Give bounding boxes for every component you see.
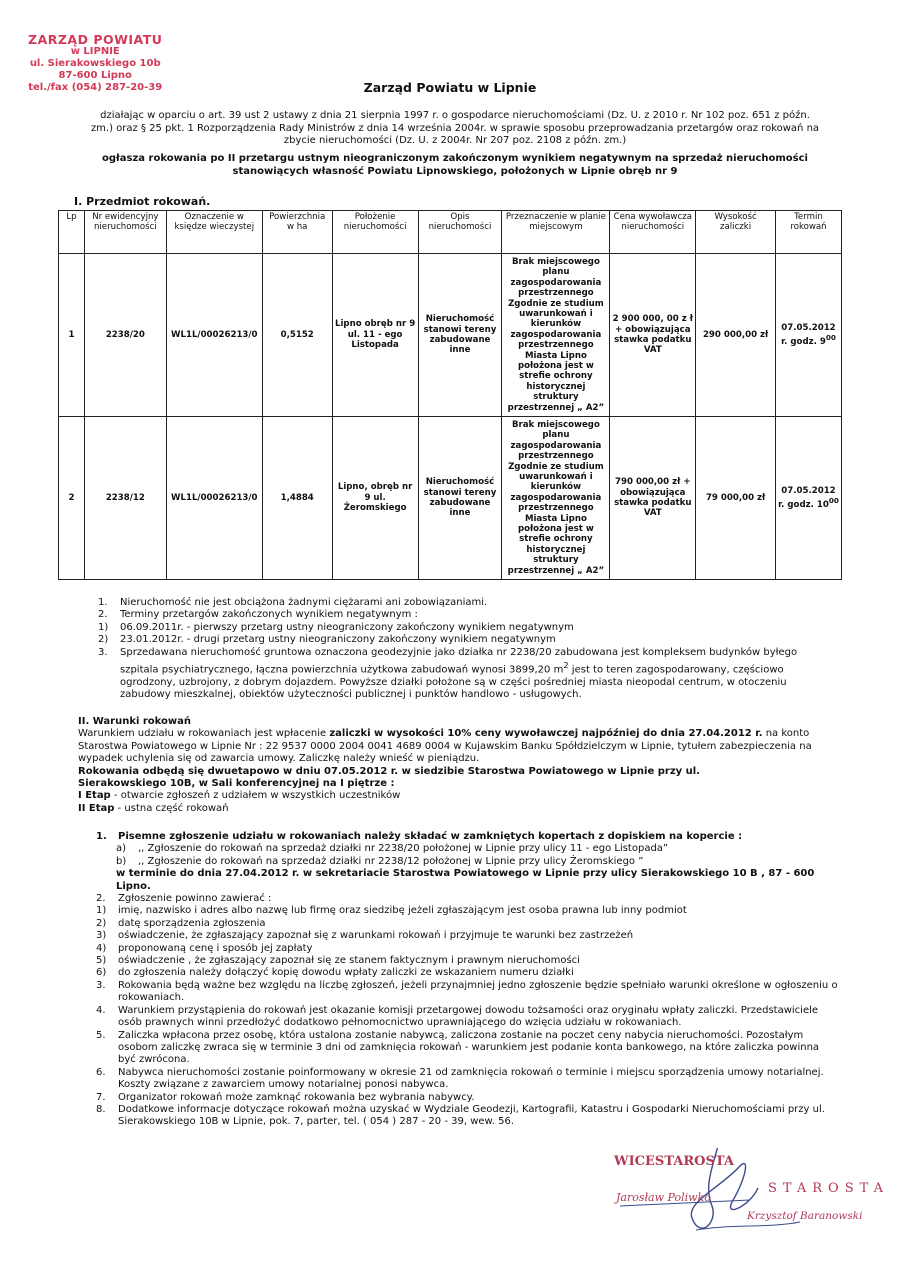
- negotiation-info: Rokowania odbędą się dwuetapowo w dniu 07.05.2012 r. w siedzibie Starostwa Powiatowego w Lipnie przy ul. Sierakowskiego 10B, w Sali konferencyjnej na I piętrze :: [78, 765, 700, 790]
- cell-deposit: 79 000,00 zł: [696, 417, 776, 580]
- list-number: 1): [96, 905, 107, 917]
- stamp-line: ul. Sierakowskiego 10b: [29, 58, 161, 69]
- list-item: [96, 1092, 838, 1104]
- note-text: Terminy przetargów zakończonych wynikiem negatywnym :: [120, 609, 418, 621]
- list-number: 6.: [96, 1066, 106, 1078]
- column-header: Położenie nieruchomości: [332, 211, 418, 254]
- note-item: [98, 634, 838, 646]
- note-text: 23.01.2012r. - drugi przetarg ustny nieograniczony zakończony wynikiem negatywnym: [120, 634, 556, 646]
- list-subitem: [96, 856, 838, 868]
- column-header: Lp: [59, 211, 85, 254]
- list-item: [96, 1030, 838, 1067]
- list-number: b): [116, 855, 127, 867]
- list-number: 4): [96, 942, 107, 954]
- list-text: oświadczenie, że zgłaszający zapoznał się z warunkami rokowań i przyjmuje te warunki bez zastrzeżeń: [118, 930, 634, 942]
- column-header: Przeznaczenie w planie miejscowym: [502, 211, 610, 254]
- signature-name-left: Jarosław Poliwko: [616, 1191, 711, 1204]
- legal-basis: działając w oparciu o art. 39 ust 2 ustawy z dnia 21 sierpnia 1997 r. o gospodarce nieruchomościami (Dz. U. z 2010 r. Nr 102 poz. 651 z późn. zm.) oraz § 25 pkt. 1 Rozporządzenia Rady Ministrów z dnia 14 września 2004r. w sprawie sposobu przeprowadzania przetargów oraz rokowań na zbycie nieruchomości (Dz. U. z 2004r. Nr 207 poz. 2108 z późn. zm.): [90, 110, 820, 146]
- cell-parcel-number: 2238/20: [84, 254, 166, 417]
- procedure-list: [96, 831, 838, 1129]
- note-number: 2): [98, 634, 109, 646]
- stamp-line: w LIPNIE: [70, 46, 120, 57]
- column-header: Nr ewidencyjny nieruchomości: [84, 211, 166, 254]
- list-text: imię, nazwisko i adres albo nazwę lub firmę oraz siedzibę jeżeli zgłaszającym jest osoba prawna lub inny podmiot: [118, 905, 687, 917]
- column-header: Cena wywoławcza nieruchomości: [610, 211, 696, 254]
- cell-price: 2 900 000, 00 z ł + obowiązująca stawka podatku VAT: [610, 254, 696, 417]
- announcement: ogłasza rokowania po II przetargu ustnym nieograniczonym zakończonym wynikiem negatywnym na sprzedaż nieruchomości stanowiących własność Powiatu Lipnowskiego, położonych w Lipnie obręb nr 9: [102, 153, 808, 177]
- cell-area: 1,4884: [262, 417, 332, 580]
- cell-date: [775, 417, 841, 580]
- list-text: do zgłoszenia należy dołączyć kopię dowodu wpłaty zaliczki ze wskazaniem numeru działki: [118, 967, 574, 979]
- list-text: proponowaną cenę i sposób jej zapłaty: [118, 942, 313, 954]
- note-text: 06.09.2011r. - pierwszy przetarg ustny nieograniczony zakończony wynikiem negatywnym: [120, 621, 574, 633]
- cell-land-register: WL1L/00026213/0: [166, 254, 262, 417]
- list-number: 2): [96, 917, 107, 929]
- notes-list: [98, 597, 838, 702]
- list-number: 3.: [96, 979, 106, 991]
- list-item: [96, 1005, 838, 1030]
- list-item: [96, 893, 838, 905]
- list-subitem: [96, 905, 838, 917]
- list-subitem: [96, 943, 838, 955]
- list-subitem: [96, 967, 838, 979]
- list-text: Pisemne zgłoszenie udziału w rokowaniach należy składać w zamkniętych kopertach z dopiskiem na kopercie :: [118, 831, 743, 842]
- list-text: Warunkiem przystąpienia do rokowań jest okazanie komisji przetargowej dowodu tożsamości oraz oryginału wpłaty zaliczki. Przedstawiciele osób prawnych winni przedłożyć dodatkowo pełnomocnictwo uprawniającego do wzięcia udziału w rokowaniach.: [118, 1004, 819, 1029]
- stage-1: [78, 790, 838, 802]
- list-number: 6): [96, 967, 107, 979]
- column-header: Wysokość zaliczki: [696, 211, 776, 254]
- cell-area: 0,5152: [262, 254, 332, 417]
- stamp-line: 87-600 Lipno: [58, 70, 132, 81]
- list-subitem: [96, 918, 838, 930]
- signature-title-left: WICESTAROSTA: [614, 1154, 734, 1169]
- stage-text: - ustna część rokowań: [114, 802, 229, 814]
- list-text: Rokowania będą ważne bez względu na liczbę zgłoszeń, jeżeli przynajmniej jedno zgłoszenie będzie spełniało warunki określone w ogłoszeniu o rokowaniach.: [118, 979, 838, 1004]
- table-row: [59, 254, 842, 417]
- list-item: [96, 980, 838, 1005]
- list-text: Organizator rokowań może zamknąć rokowania bez wybrania nabywcy.: [118, 1091, 475, 1103]
- cell-date-sup: 00: [825, 333, 836, 343]
- note-number: 2.: [98, 609, 108, 621]
- list-text: Zaliczka wpłacona przez osobę, która ustalona zostanie nabywcą, zaliczona zostanie na poczet ceny nabycia nieruchomości. Pozostałym osobom zaliczkę zwraca się w terminie 3 dni od zamknięcia rokowań - warunkiem jest podanie konta bankowego, na które zaliczka powinna być zwrócona.: [118, 1029, 820, 1066]
- cell-description: Nieruchomość stanowi tereny zabudowane inne: [418, 254, 502, 417]
- column-header: Oznaczenie w księdze wieczystej: [166, 211, 262, 254]
- cell-date-text: 07.05.2012 r. godz. 9: [781, 322, 836, 347]
- cell-zoning: Brak miejscowego planu zagospodarowania przestrzennego Zgodnie ze studium uwarunkowań i kierunków zagospodarowania przestrzennego Miasta Lipno położona jest w strefie ochrony historycznej struktury przestrzennej „ A2”: [502, 254, 610, 417]
- list-number: 8.: [96, 1103, 106, 1115]
- cell-date-sup: 00: [828, 496, 839, 506]
- note-text: [120, 647, 838, 702]
- list-item: [96, 1104, 838, 1129]
- list-item: [96, 1067, 838, 1092]
- note-number: 3.: [98, 646, 108, 658]
- note-item: [98, 647, 838, 702]
- note-number: 1): [98, 621, 109, 633]
- stage-label: I Etap: [78, 790, 111, 802]
- cell-date: [775, 254, 841, 417]
- deposit-paragraph: [78, 728, 838, 765]
- list-subitem: [96, 930, 838, 942]
- list-text: Dodatkowe informacje dotyczące rokowań można uzyskać w Wydziale Geodezji, Kartografii, Katastru i Gospodarki Nieruchomościami przy ul. Sierakowskiego 10B w Lipnie, pok. 7, parter, tel. ( 054 ) 287 - 20 - 39, wew. 56.: [118, 1103, 825, 1128]
- cell-lp: 2: [59, 417, 85, 580]
- list-number: 4.: [96, 1004, 106, 1016]
- text-part: na konto Starostwa Powiatowego w Lipnie Nr : 22 9537 0000 2004 0041 4689 0004 w Kujawskim Banku Spółdzielczym w Lipnie, tytułem zabezpieczenia na wypadek uchylenia się od zawarcia umowy. Zaliczkę należy wnieść w pieniądzu.: [78, 728, 812, 765]
- section-heading: II. Warunki rokowań: [78, 716, 192, 727]
- stage-label: II Etap: [78, 802, 115, 814]
- note-item: [98, 609, 838, 621]
- list-text: Nabywca nieruchomości zostanie poinformowany w okresie 21 od zamknięcia rokowań o terminie i miejscu sporządzenia umowy notarialnej. Koszty związane z zawarciem umowy notarialnej ponosi nabywca.: [118, 1066, 824, 1091]
- signature-block: [600, 1148, 890, 1248]
- cell-price: 790 000,00 zł + obowiązująca stawka podatku VAT: [610, 417, 696, 580]
- list-number: a): [116, 843, 127, 855]
- list-number: 2.: [96, 893, 106, 905]
- note-item: [98, 622, 838, 634]
- stamp-line: ZARZĄD POWIATU: [28, 32, 163, 47]
- text-part: Warunkiem udziału w rokowaniach jest wpłacenie: [78, 728, 330, 740]
- list-number: 5.: [96, 1029, 106, 1041]
- list-number: 3): [96, 930, 107, 942]
- document-title: Zarząd Powiatu w Lipnie: [363, 80, 537, 95]
- text-part-bold: zaliczki w wysokości 10% ceny wywoławczej najpóźniej do dnia 27.04.2012 r.: [329, 728, 763, 740]
- note-number: 1.: [98, 597, 108, 608]
- list-text: ,, Zgłoszenie do rokowań na sprzedaż działki nr 2238/12 położonej w Lipnie przy ulicy Żeromskiego ”: [138, 855, 644, 867]
- section-conditions: [78, 716, 838, 815]
- list-number: 5): [96, 955, 107, 967]
- stage-2: [78, 803, 838, 815]
- note-text-part: Sprzedawana nieruchomość gruntowa oznaczona geodezyjnie jako działka nr 2238/20 zabudowana jest kompleksem budynków byłego szpitala psychiatrycznego, łączna powierzchnia użytkowa zabudowań wynosi 3899,20 m: [120, 646, 798, 676]
- note-item: [98, 597, 838, 609]
- cell-location: Lipno, obręb nr 9 ul. Żeromskiego: [332, 417, 418, 580]
- list-text: datę sporządzenia zgłoszenia: [118, 917, 266, 929]
- cell-date-text: 07.05.2012 r. godz. 10: [778, 485, 836, 510]
- section-heading: I. Przedmiot rokowań.: [74, 195, 211, 208]
- column-header: Opis nieruchomości: [418, 211, 502, 254]
- column-header: Termin rokowań: [775, 211, 841, 254]
- note-text: Nieruchomość nie jest obciążona żadnymi ciężarami ani zobowiązaniami.: [120, 597, 488, 608]
- cell-land-register: WL1L/00026213/0: [166, 417, 262, 580]
- cell-description: Nieruchomość stanowi tereny zabudowane inne: [418, 417, 502, 580]
- cell-zoning: Brak miejscowego planu zagospodarowania przestrzennego Zgodnie ze studium uwarunkowań i kierunków zagospodarowania przestrzennego Miasta Lipno położona jest w strefie ochrony historycznej struktury przestrzennej „ A2”: [502, 417, 610, 580]
- stamp-line: tel./fax (054) 287-20-39: [28, 82, 163, 93]
- list-number: 1.: [96, 831, 107, 842]
- cell-parcel-number: 2238/12: [84, 417, 166, 580]
- column-header: Powierzchnia w ha: [262, 211, 332, 254]
- table-header-row: [59, 211, 842, 254]
- list-subitem: [96, 843, 838, 855]
- list-text: ,, Zgłoszenie do rokowań na sprzedaż działki nr 2238/20 położonej w Lipnie przy ulicy 11 - ego Listopada”: [138, 843, 669, 855]
- list-text: oświadczenie , że zgłaszający zapoznał się ze stanem faktycznym i prawnym nieruchomości: [118, 955, 580, 967]
- cell-lp: 1: [59, 254, 85, 417]
- list-number: 7.: [96, 1091, 106, 1103]
- note-sup: 2: [563, 660, 569, 671]
- table-row: [59, 417, 842, 580]
- cell-location: Lipno obręb nr 9 ul. 11 - ego Listopada: [332, 254, 418, 417]
- list-text: Zgłoszenie powinno zawierać :: [118, 893, 272, 905]
- list-subitem: [96, 868, 838, 893]
- list-item: [96, 831, 838, 843]
- list-subitem: [96, 955, 838, 967]
- signature-title-right: STAROSTA: [768, 1181, 889, 1196]
- cell-deposit: 290 000,00 zł: [696, 254, 776, 417]
- stage-text: - otwarcie zgłoszeń z udziałem w wszystkich uczestników: [110, 790, 401, 802]
- note-text-part: jest to teren zagospodarowany, częściowo ogrodzony, uzbrojony, z dobrym dojazdem. Powyższe działki położone są w części pośredniej miasta nieopodal centrum, w otoczeniu zabudowy mieszkalnej, obiektów użyteczności publicznej i punktów handlowo - usługowych.: [120, 664, 787, 701]
- list-text: w terminie do dnia 27.04.2012 r. w sekretariacie Starostwa Powiatowego w Lipnie przy ulicy Sierakowskiego 10 B , 87 - 600 Lipno.: [116, 868, 815, 892]
- property-table: [58, 210, 842, 580]
- signature-name-right: Krzysztof Baranowski: [747, 1210, 863, 1222]
